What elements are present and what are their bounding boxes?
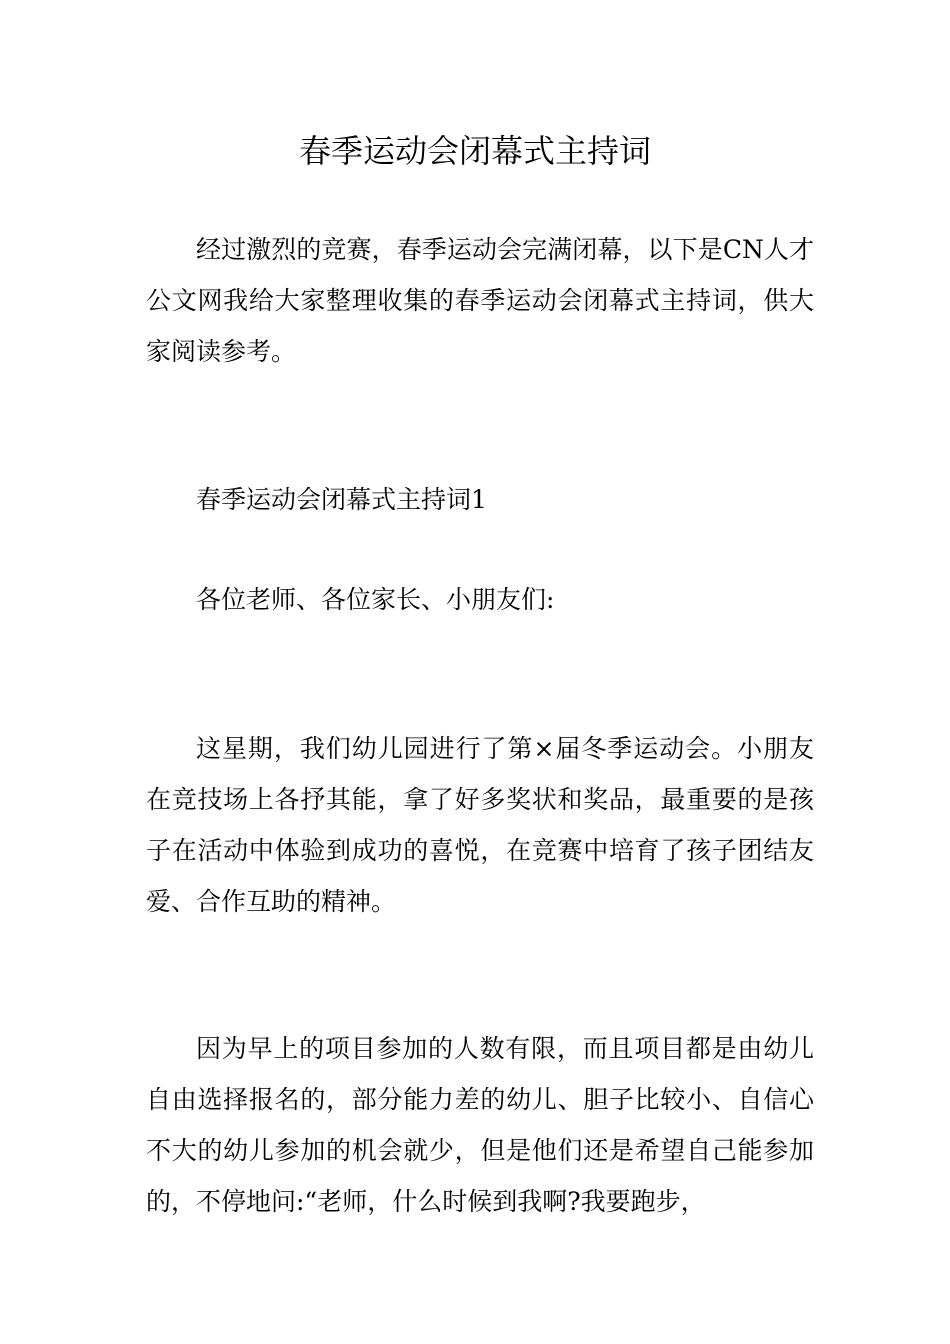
body-paragraph: 因为早上的项目参加的人数有限，而且项目都是由幼儿自由选择报名的，部分能力差的幼儿、胆子比较小、自信心不大的幼儿参加的机会就少，但是他们还是希望自己能参加的，不停地问:“老师，什么时候到我啊?我要跑步， [146, 1034, 814, 1216]
document-title: 春季运动会闭幕式主持词 [298, 132, 651, 170]
greeting-paragraph: 各位老师、各位家长、小朋友们: [196, 585, 555, 614]
intro-paragraph: 经过激烈的竞赛，春季运动会完满闭幕，以下是CN人才公文网我给大家整理收集的春季运动会闭幕式主持词，供大家阅读参考。 [146, 235, 814, 366]
section-heading: 春季运动会闭幕式主持词1 [196, 485, 487, 514]
body-paragraph: 这星期，我们幼儿园进行了第×届冬季运动会。小朋友在竞技场上各抒其能，拿了好多奖状和奖品，最重要的是孩子在活动中体验到成功的喜悦，在竞赛中培育了孩子团结友爱、合作互助的精神。 [146, 734, 814, 916]
